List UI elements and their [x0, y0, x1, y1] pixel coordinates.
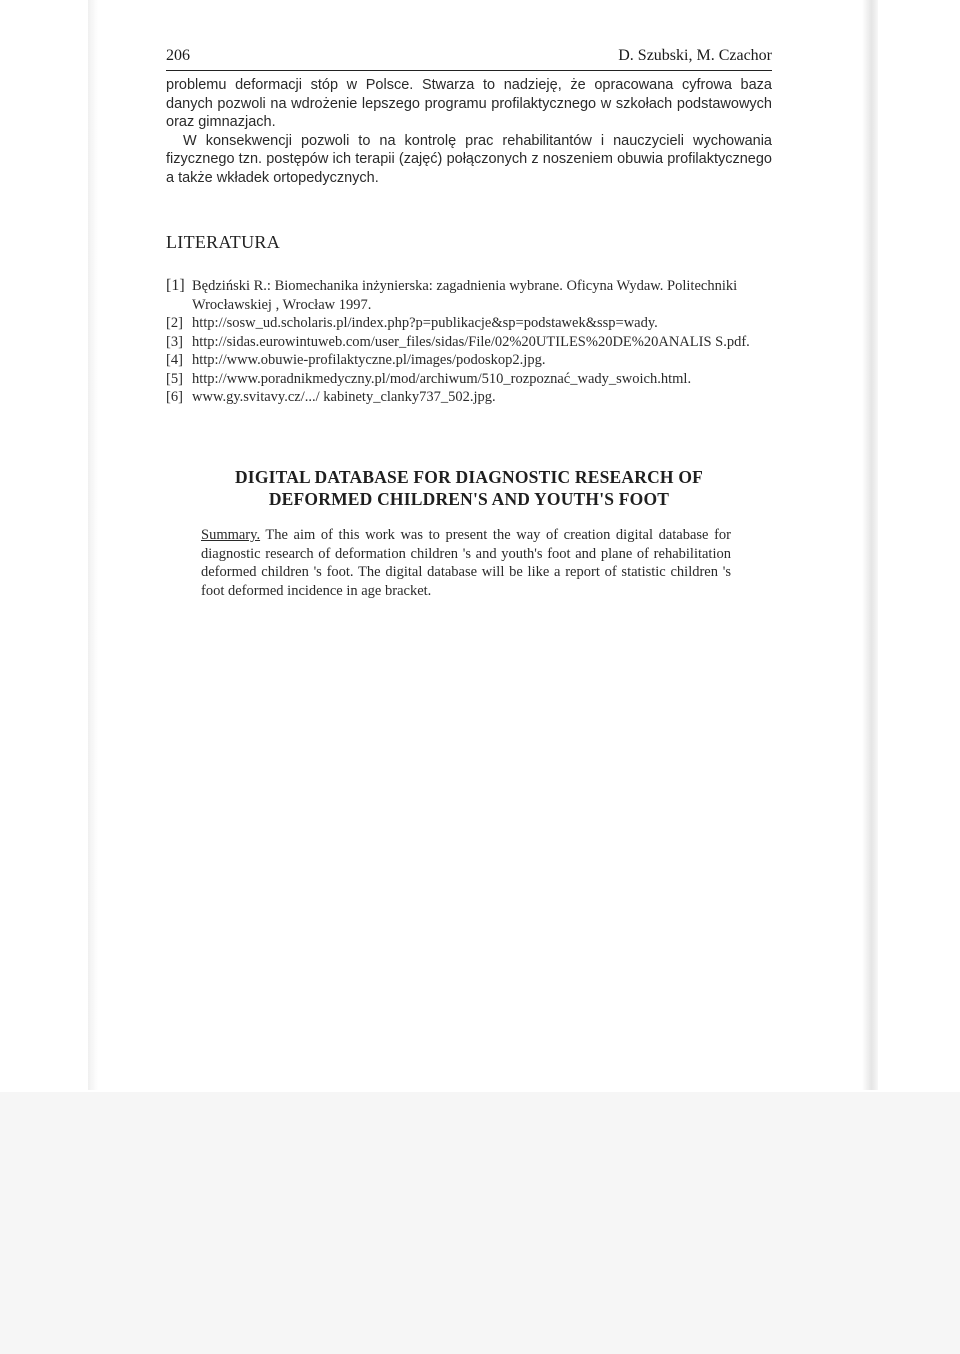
reference-text: http://sosw_ud.scholaris.pl/index.php?p=publikacje&sp=podstawek&ssp=wady.	[192, 315, 658, 331]
header-rule	[166, 70, 772, 71]
reference-text: www.gy.svitavy.cz/.../ kabinety_clanky737_502.jpg.	[192, 389, 496, 405]
page-number: 206	[166, 47, 190, 64]
body-paragraph-2: W konsekwencji pozwoli to na kontrolę prac rehabilitantów i nauczycieli wychowania fizycznego tzn. postępów ich terapii (zajęć) połączonych z noszeniem obuwia profilaktycznego a także wkładek ortopedycznych.	[166, 132, 772, 186]
reference-text: http://www.obuwie-profilaktyczne.pl/images/podoskop2.jpg.	[192, 352, 546, 368]
reference-list	[166, 277, 776, 407]
literature-heading: LITERATURA	[166, 232, 280, 252]
reference-item	[166, 333, 776, 352]
reference-item	[166, 370, 776, 389]
reference-text: http://www.poradnikmedyczny.pl/mod/archiwum/510_rozpoznać_wady_swoich.html.	[192, 370, 692, 387]
reference-number: [5]	[166, 370, 183, 387]
summary-text: The aim of this work was to present the way of creation digital database for diagnostic research of deformation children 's and youth's foot and plane of rehabilitation deformed children 's foot. The digital database will be like a report of statistic children 's foot deformed incidence in age bracket.	[201, 527, 731, 599]
reference-text: Będziński R.: Biomechanika inżynierska: zagadnienia wybrane. Oficyna Wydaw. Politechniki Wrocławskiej , Wrocław 1997.	[192, 278, 738, 313]
summary-label: Summary.	[201, 527, 261, 543]
reference-item	[166, 277, 776, 314]
running-header	[166, 47, 772, 69]
reference-number: [6]	[166, 389, 183, 405]
reference-text: http://sidas.eurowintuweb.com/user_files/sidas/File/02%20UTILES%20DE%20ANALIS S.pdf.	[192, 333, 750, 350]
scan-bottom-margin	[0, 1092, 960, 1354]
body-text	[166, 76, 772, 187]
english-title	[166, 466, 772, 510]
reference-item	[166, 351, 776, 370]
scan-edge-shadow-right	[862, 0, 878, 1090]
summary	[201, 526, 731, 600]
body-paragraph-1: problemu deformacji stóp w Polsce. Stwarza to nadzieję, że opracowana cyfrowa baza danych pozwoli na wdrożenie lepszego programu profilaktycznego w szkołach podstawowych oraz gimnazjach.	[166, 77, 772, 130]
english-title-line-2: DEFORMED CHILDREN'S AND YOUTH'S FOOT	[268, 489, 670, 509]
reference-number: [2]	[166, 315, 183, 331]
reference-item	[166, 314, 776, 333]
header-authors: D. Szubski, M. Czachor	[618, 47, 772, 64]
reference-number: [3]	[166, 333, 183, 350]
reference-number: [1]	[166, 277, 185, 294]
scan-edge-shadow-left	[88, 0, 98, 1090]
reference-item	[166, 388, 776, 407]
english-title-line-1: DIGITAL DATABASE FOR DIAGNOSTIC RESEARCH OF	[234, 467, 704, 487]
reference-number: [4]	[166, 352, 183, 368]
